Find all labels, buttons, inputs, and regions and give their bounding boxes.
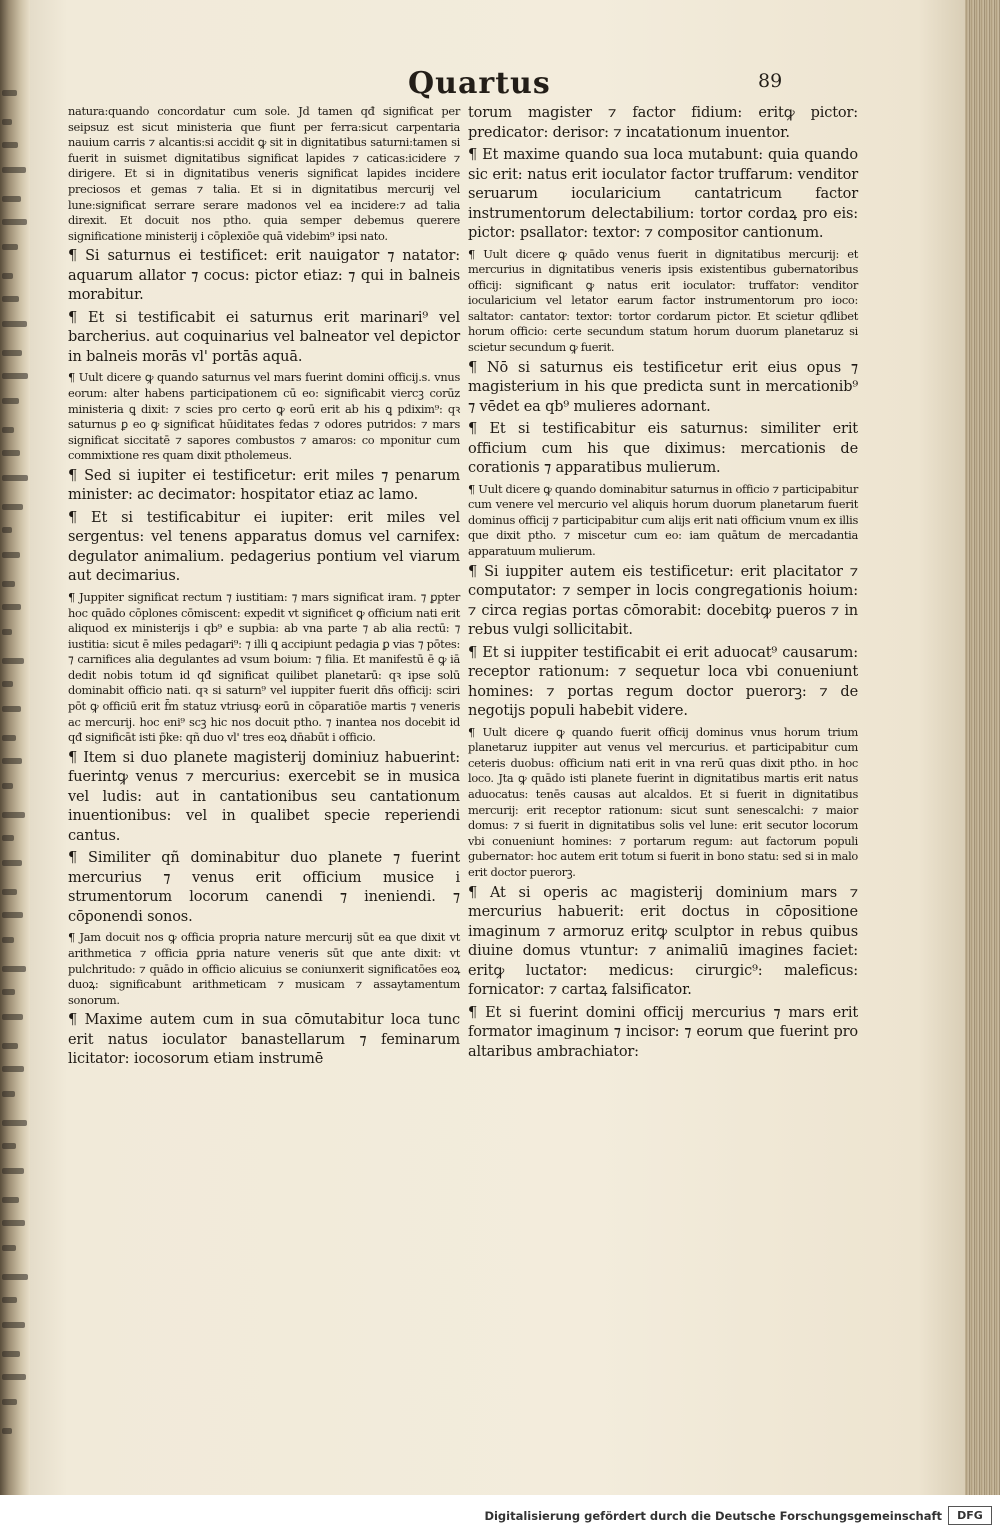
adjacent-text-fragment: [2, 1351, 20, 1357]
adjacent-text-fragment: [2, 1297, 17, 1303]
adjacent-text-fragment: [2, 658, 24, 664]
dfg-logo: DFG: [948, 1506, 992, 1525]
running-title: Quartus: [408, 66, 551, 101]
adjacent-text-fragment: [2, 1014, 23, 1020]
adjacent-text-fragment: [2, 1143, 16, 1149]
text-paragraph: ¶ Item si duo planete magisterij dominiuz habuerint: fuerintꝙ venus ⁊ mercurius: exercebit se in musica vel ludis: aut in cantationibus seu cantationum inuentionibus: vel in qualibet specie reperiendi cantus.: [68, 749, 460, 844]
adjacent-text-fragment: [2, 604, 21, 610]
adjacent-text-fragment: [2, 1120, 27, 1126]
adjacent-text-fragment: [2, 427, 14, 433]
adjacent-text-fragment: [2, 1066, 24, 1072]
text-paragraph: ¶ Et si testificabitur eis saturnus: similiter erit officium cum his que diximus: mercationis de corationis ⁊ apparatibus mulierum.: [468, 421, 858, 477]
text-paragraph: ¶ At si operis ac magisterij dominium mars ⁊ mercurius habuerit: erit doctus in cōpositione imaginum ⁊ armoruz eritꝙ sculptor in rebus quibus diuine domus vtuntur: ⁊ animaliū imagines faciet: eritꝙ luctator: medicus: cirurgic⁹: maleficus: fornicator: ⁊ cartaꝝ falsificator.: [468, 884, 858, 999]
adjacent-text-fragment: [2, 860, 22, 866]
adjacent-text-fragment: [2, 142, 18, 148]
adjacent-text-fragment: [2, 758, 22, 764]
adjacent-text-fragment: [2, 783, 13, 789]
adjacent-text-fragment: [2, 889, 17, 895]
right-text-column: [468, 104, 858, 1062]
adjacent-text-fragment: [2, 937, 14, 943]
adjacent-text-fragment: [2, 450, 20, 456]
text-paragraph: ¶ Et si fuerint domini officij mercurius ⁊ mars erit formator imaginum ⁊ incisor: ⁊ eorum que fuerint pro altaribus ambrachiator:: [468, 1004, 858, 1060]
adjacent-text-fragment: [2, 296, 19, 302]
text-paragraph: ¶ Et si testificabitur ei iupiter: erit miles vel sergentus: vel tenens apparatus domus vel carnifex: degulator animalium. pedagerius pontium vel viarum aut decimarius.: [68, 509, 460, 585]
adjacent-text-fragment: [2, 681, 13, 687]
adjacent-text-fragment: [2, 527, 12, 533]
text-paragraph: ¶ Et si iuppiter testificabit ei erit aduocat⁹ causarum: receptor rationum: ⁊ sequetur loca vbi conueniunt homines: ⁊ portas regum doctor puerorꝫ: ⁊ de negotijs populi habebit videre.: [468, 644, 858, 720]
text-paragraph: ¶ Nō si saturnus eis testificetur erit eius opus ⁊ magisterium in his que predicta sunt in mercationib⁹ ⁊ vēdet ea qb⁹ mulieres adornant.: [468, 359, 858, 415]
adjacent-text-fragment: [2, 735, 16, 741]
adjacent-text-fragment: [2, 1197, 19, 1203]
adjacent-text-fragment: [2, 167, 26, 173]
text-paragraph: ¶ Maxime autem cum in sua cōmutabitur loca tunc erit natus ioculator banastellarum ⁊ feminarum licitator: iocosorum etiam instrumē: [68, 1012, 460, 1068]
adjacent-text-fragment: [2, 706, 21, 712]
adjacent-text-fragment: [2, 1322, 25, 1328]
commentary-paragraph: ¶ Jam docuit nos ꝙ officia propria nature mercurij sūt ea que dixit vt arithmetica ⁊ officia ꝑpria nature veneris sūt que ante dixit: vt pulchritudo: ⁊ quādo in officio alicuius se coniunxerit significatōes eoꝝ duoꝝ: significabunt arithmeticam ⁊ musicam ⁊ assaytamentum sonorum.: [68, 930, 460, 1007]
adjacent-text-fragment: [2, 244, 18, 250]
commentary-paragraph: ¶ Juppiter significat rectum ⁊ iustitiam: ⁊ mars significat iram. ⁊ ꝑpter hoc quādo cōplones cōmiscent: expedit vt significet ꝙ officium nati erit aliquod ex ministerijs i qb⁹ e supbia: ab vna parte ⁊ ab alia rectū: ⁊ iustitia: sicut ē miles pedagari⁹: ⁊ illi ꝗ accipiunt pedagia ꝑ vias ⁊ pōtes: ⁊ carnifices alia degulantes ad vsum boium: ⁊ filia. Et manifestū ē ꝙ iā dedit nobis totum id qđ significat quilibet planetarū: qꝛ ipse solū dominabit officio nati. qꝛ si saturn⁹ vel iuppiter fuerit dn̄s officij: sciri pōt ꝙ officiū erit f̄m statuz vtriusꝙ eorū in cōparatiōe martis ⁊ veneris ac mercurij. hoc eni⁹ scꝫ hic nos docuit ptho. ⁊ inantea nos docebit id qđ significāt isti p̄ke: qñ duo vl' tres eoꝝ dn̄abūt i officio.: [68, 589, 460, 745]
adjacent-text-fragment: [2, 629, 12, 635]
adjacent-text-fragment: [2, 1168, 24, 1174]
adjacent-text-fragment: [2, 119, 12, 125]
commentary-paragraph: ¶ Uult dicere ꝙ quando saturnus vel mars fuerint domini officij.s. vnus eorum: alter habens participationem cū eo: significabit viercꝫ corūz ministeria ꝗ dixit: ⁊ scies pro certo ꝙ eorū erit ab his ꝗ pdixim⁹: qꝛ saturnus ꝑ eo ꝙ significat hūiditates fedas ⁊ odores putridos: ⁊ mars significat siccitatē ⁊ sapores combustos ⁊ amaros: co mponitur cum commixtione res quam dixit ptholemeus.: [68, 370, 460, 463]
adjacent-text-fragment: [2, 1274, 28, 1280]
page-fore-edge: [965, 0, 1000, 1495]
adjacent-text-fragment: [2, 196, 21, 202]
folio-number: 89: [758, 70, 783, 92]
adjacent-text-fragment: [2, 1220, 25, 1226]
adjacent-text-fragment: [2, 350, 22, 356]
text-paragraph: ¶ Et maxime quando sua loca mutabunt: quia quando sic erit: natus erit ioculator factor truffarum: venditor seruarum iocularicium cantatricum factor instrumentorum delectabilium: tortor cordaꝝ pro eis: pictor: psallator: textor: ⁊ compositor cantionum.: [468, 147, 858, 241]
adjacent-text-fragment: [2, 321, 27, 327]
text-paragraph: ¶ Et si testificabit ei saturnus erit marinari⁹ vel barcherius. aut coquinarius vel balneator vel depictor in balneis morās vl' portās aquā.: [68, 309, 460, 365]
adjacent-text-fragment: [2, 1428, 12, 1434]
adjacent-text-fragment: [2, 912, 23, 918]
adjacent-text-fragment: [2, 504, 23, 510]
adjacent-text-fragment: [2, 581, 15, 587]
commentary-paragraph: ¶ Uult dicere ꝙ quando fuerit officij dominus vnus horum trium planetaruz iuppiter aut venus vel mercurius. et participabitur cum ceteris duobus: officium nati erit in vna rerū quas dixit ptho. in hoc loco. Jta ꝙ quādo isti planete fuerint in dignitatibus martis erit natus aduocatus: tenēs causas aut alcaldos. Et si fuerit in dignitatibus mercurij: erit receptor rationum: sicut sunt senescalchi: ⁊ maior domus: ⁊ si fuerit in dignitatibus solis vel lune: erit secutor locorum vbi conueniunt homines: ⁊ portarum regum: aut factorum populi gubernator: hoc autem erit totum si fuerit in bono statu: sed si in malo erit doctor puerorꝫ.: [468, 724, 858, 879]
adjacent-text-fragment: [2, 989, 15, 995]
footer-credit: Digitalisierung gefördert durch die Deutsche Forschungsgemeinschaft: [484, 1509, 942, 1523]
adjacent-text-fragment: [2, 219, 27, 225]
commentary-paragraph: natura:quando concordatur cum sole. Jd tamen qđ significat per seipsuz est sicut ministeria que fiunt per ferra:sicut carpentaria nauium carris ⁊ alcantis:si accidit ꝙ sit in dignitatibus saturni:tamen si fuerit in suismet dignitatibus significat lapides ⁊ caticas:icidere ⁊ dirigere. Et si in dignitatibus veneris significat lapides incidere preciosos et gemas ⁊ talia. Et si in dignitatibus mercurij vel lune:significat serrare serare madonos vel ea incidere:⁊ ad talia direxit. Et docuit nos ptho. quia semper debemus querere significatione ministerij i cōplexiōe quā videbim⁹ ipsi nato.: [68, 104, 460, 243]
adjacent-text-fragment: [2, 552, 20, 558]
text-paragraph: torum magister ⁊ factor fidium: eritꝙ pictor: predicator: derisor: ⁊ incatationum inuentor.: [468, 105, 858, 141]
adjacent-page-edge: [0, 0, 30, 1495]
adjacent-text-fragment: [2, 90, 17, 96]
adjacent-text-fragment: [2, 1374, 26, 1380]
text-paragraph: ¶ Si saturnus ei testificet: erit nauigator ⁊ natator: aquarum allator ⁊ cocus: pictor etiaz: ⁊ qui in balneis morabitur.: [68, 248, 460, 304]
text-paragraph: ¶ Sed si iupiter ei testificetur: erit miles ⁊ penarum minister: ac decimator: hospitator etiaz ac lamo.: [68, 467, 460, 504]
adjacent-text-fragment: [2, 273, 13, 279]
adjacent-text-fragment: [2, 1399, 17, 1405]
left-text-column: [68, 104, 460, 1070]
adjacent-text-fragment: [2, 966, 26, 972]
adjacent-text-fragment: [2, 398, 19, 404]
adjacent-text-fragment: [2, 475, 28, 481]
adjacent-text-fragment: [2, 1245, 16, 1251]
adjacent-text-fragment: [2, 1091, 15, 1097]
adjacent-text-fragment: [2, 1043, 18, 1049]
adjacent-text-fragment: [2, 835, 14, 841]
text-paragraph: ¶ Similiter qñ dominabitur duo planete ⁊ fuerint mercurius ⁊ venus erit officium musice i strumentorum locorum canendi ⁊ ineniendi. ⁊ cōponendi sonos.: [68, 850, 460, 925]
commentary-paragraph: ¶ Uult dicere ꝙ quādo venus fuerit in dignitatibus mercurij: et mercurius in dignitatibus veneris ipsis existentibus gubernatoribus officij: significant ꝙ natus erit ioculator: truffator: venditor iocularicium vel letator earum factor instrumentorum pro ioco: saltator: cantator: textor: tortor cordarum pictor. Et scietur qđlibet horum officio: certe secundum statum horum duorum planetaruz si scietur secundum ꝙ fuerit.: [468, 246, 858, 355]
text-paragraph: ¶ Si iuppiter autem eis testificetur: erit placitator ⁊ computator: ⁊ semper in locis congregationis hoium: ⁊ circa regias portas cōmorabit: docebitꝙ pueros ⁊ in rebus vulgi sollicitabit.: [468, 563, 858, 639]
commentary-paragraph: ¶ Uult dicere ꝙ quando dominabitur saturnus in officio ⁊ participabitur cum venere vel mercurio vel aliquis horum duorum planetarum fuerit dominus officij ⁊ participabitur cum alijs erit nati officium vnum ex illis que dixit ptho. ⁊ miscetur cum eo: iam quātum de mercadantia apparatuum mulierum.: [468, 481, 858, 559]
adjacent-text-fragment: [2, 812, 25, 818]
adjacent-text-fragment: [2, 373, 28, 379]
